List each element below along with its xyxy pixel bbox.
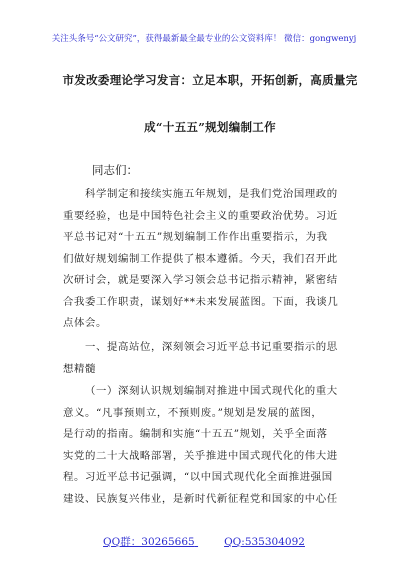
text-line: 科学制定和接续实施五年规划，是我们党治国理政的 [85, 188, 338, 200]
qq-group-link[interactable]: QQ群：30265665 [103, 536, 195, 548]
text-line: 实党的二十大战略部署，关乎推进中国式现代化的伟大进 [63, 449, 338, 462]
text-line: 意义。“凡事预则立，不预则废。”规划是发展的蓝图， [63, 406, 323, 419]
text-line: 平总书记对“十五五”规划编制工作作出重要指示，为我 [63, 231, 328, 243]
text-line: 是行动的指南。编制和实施“十五五”规划，关乎全面落 [63, 428, 328, 440]
document-title-line-2: 成“十五五”规划编制工作 [144, 120, 276, 134]
text-line: 建设、民族复兴伟业，是新时代新征程党和国家的中心任 [63, 492, 338, 505]
paragraph-section-1-1 [63, 381, 353, 510]
text-line: 重要经验，也是中国特色社会主义的重要政治优势。习近 [63, 209, 338, 222]
header-banner: 关注头条号“公文研究”，获得最新最全最专业的公文资料库！ 微信：gongwenyj [51, 34, 357, 44]
document-title-line-1: 市发改委理论学习发言：立足本职，开拓创新，高质量完 [62, 73, 358, 87]
text-line: 一、提高站位，深刻领会习近平总书记重要指示的思 [85, 341, 338, 353]
footer-contact [0, 534, 408, 549]
paragraph-intro [63, 184, 353, 335]
text-line: 们做好规划编制工作提供了根本遵循。今天，我们召开此 [63, 252, 338, 265]
greeting: 同志们： [92, 163, 138, 177]
text-line: （一）深刻认识规划编制对推进中国式现代化的重大 [85, 385, 338, 397]
text-line: 点体会。 [63, 317, 107, 329]
text-line: 程。习近平总书记强调，“以中国式现代化全面推进强国 [63, 471, 333, 483]
text-line: 想精髓 [63, 362, 96, 375]
text-line: 次研讨会，就是要深入学习领会总书记指示精神，紧密结 [63, 274, 338, 286]
text-line: 合我委工作职责，谋划好**未来发展蓝图。下面，我谈几 [63, 295, 339, 308]
section-heading-1 [63, 337, 353, 380]
qq-link[interactable]: QQ:535304092 [224, 536, 305, 548]
